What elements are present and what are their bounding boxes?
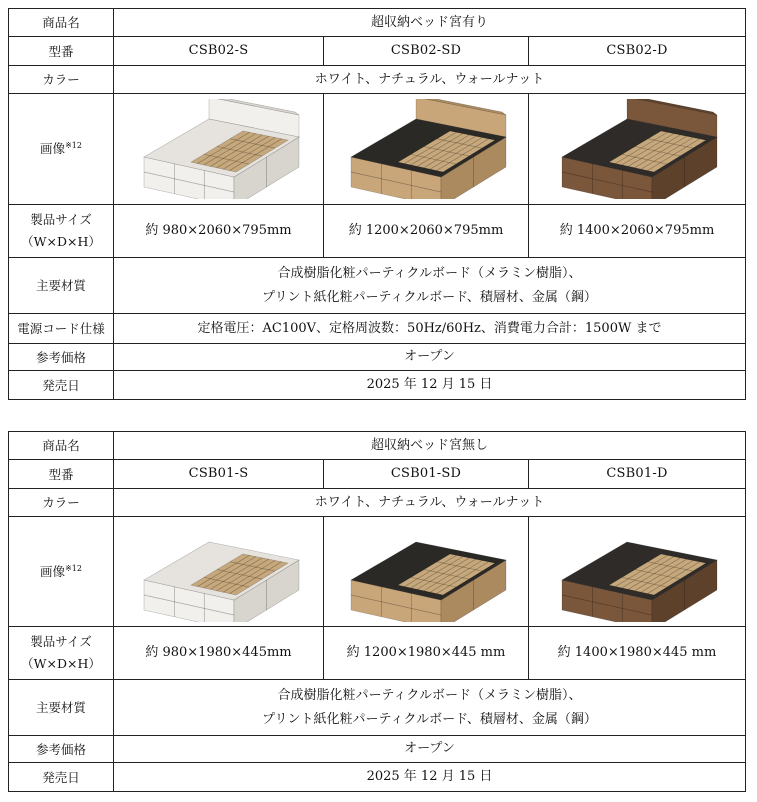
- size-label-line: （W×D×H）: [21, 234, 101, 249]
- material-line: プリント紙化粧パーティクルボード、積層材、金属（鋼）: [262, 289, 597, 305]
- material-line: 合成樹脂化粧パーティクルボード（メラミン樹脂）、: [277, 687, 582, 703]
- material-line: プリント紙化粧パーティクルボード、積層材、金属（鋼）: [262, 711, 597, 727]
- model-number: CSB02-D: [529, 37, 746, 66]
- size-label-line: 製品サイズ: [30, 634, 92, 649]
- power-spec: 定格電圧：AC100V、定格周波数：50Hz/60Hz、消費電力合計：1500W まで: [114, 314, 746, 344]
- image-cell: [324, 94, 529, 205]
- product-name: 超収納ベッド宮有り: [114, 9, 746, 37]
- size-value: 約 1400×1980×445 mm: [529, 627, 746, 680]
- color-values: ホワイト、ナチュラル、ウォールナット: [114, 66, 746, 94]
- size-value: 約 980×1980×445mm: [114, 627, 324, 680]
- release-date-label: 発売日: [9, 371, 114, 400]
- bed-image-natural: [326, 99, 526, 199]
- image-cell: [114, 517, 324, 627]
- color-label: カラー: [9, 66, 114, 94]
- product-name-label: 商品名: [9, 432, 114, 460]
- product-name: 超収納ベッド宮無し: [114, 432, 746, 460]
- image-label: [9, 94, 114, 205]
- bed-image-white: [119, 99, 319, 199]
- bed-image-natural: [326, 522, 526, 622]
- model-number: CSB02-S: [114, 37, 324, 66]
- color-label: カラー: [9, 489, 114, 517]
- bed-image-walnut: [537, 522, 737, 622]
- size-value: 約 1400×2060×795mm: [529, 205, 746, 258]
- footnote-mark: ※12: [65, 141, 82, 151]
- product-name-label: 商品名: [9, 9, 114, 37]
- size-value: 約 1200×2060×795mm: [324, 205, 529, 258]
- size-label-line: 製品サイズ: [30, 212, 92, 227]
- image-label: [9, 517, 114, 627]
- image-label-text: 画像: [40, 564, 66, 580]
- release-date: 2025 年 12 月 15 日: [114, 763, 746, 792]
- model-number: CSB01-SD: [324, 460, 529, 489]
- spec-table-with-headboard: [8, 8, 746, 400]
- power-label: 電源コード仕様: [9, 314, 114, 344]
- size-label: [9, 205, 114, 258]
- image-cell: [114, 94, 324, 205]
- model-number: CSB02-SD: [324, 37, 529, 66]
- model-number: CSB01-D: [529, 460, 746, 489]
- release-date: 2025 年 12 月 15 日: [114, 371, 746, 400]
- material-values: [114, 258, 746, 314]
- size-label-line: （W×D×H）: [21, 656, 101, 671]
- release-date-label: 発売日: [9, 763, 114, 792]
- material-values: [114, 680, 746, 736]
- price-label: 参考価格: [9, 344, 114, 371]
- color-values: ホワイト、ナチュラル、ウォールナット: [114, 489, 746, 517]
- image-label-text: 画像: [40, 141, 66, 157]
- bed-image-white: [119, 522, 319, 622]
- image-cell: [324, 517, 529, 627]
- image-cell: [529, 94, 746, 205]
- size-value: 約 980×2060×795mm: [114, 205, 324, 258]
- footnote-mark: ※12: [65, 563, 82, 573]
- material-label: 主要材質: [9, 258, 114, 314]
- model-number: CSB01-S: [114, 460, 324, 489]
- size-value: 約 1200×1980×445 mm: [324, 627, 529, 680]
- price-label: 参考価格: [9, 736, 114, 763]
- price-value: オープン: [114, 344, 746, 371]
- price-value: オープン: [114, 736, 746, 763]
- material-line: 合成樹脂化粧パーティクルボード（メラミン樹脂）、: [277, 265, 582, 281]
- bed-image-walnut: [537, 99, 737, 199]
- model-label: 型番: [9, 460, 114, 489]
- material-label: 主要材質: [9, 680, 114, 736]
- model-label: 型番: [9, 37, 114, 66]
- size-label: [9, 627, 114, 680]
- spec-table-without-headboard: [8, 431, 746, 792]
- image-cell: [529, 517, 746, 627]
